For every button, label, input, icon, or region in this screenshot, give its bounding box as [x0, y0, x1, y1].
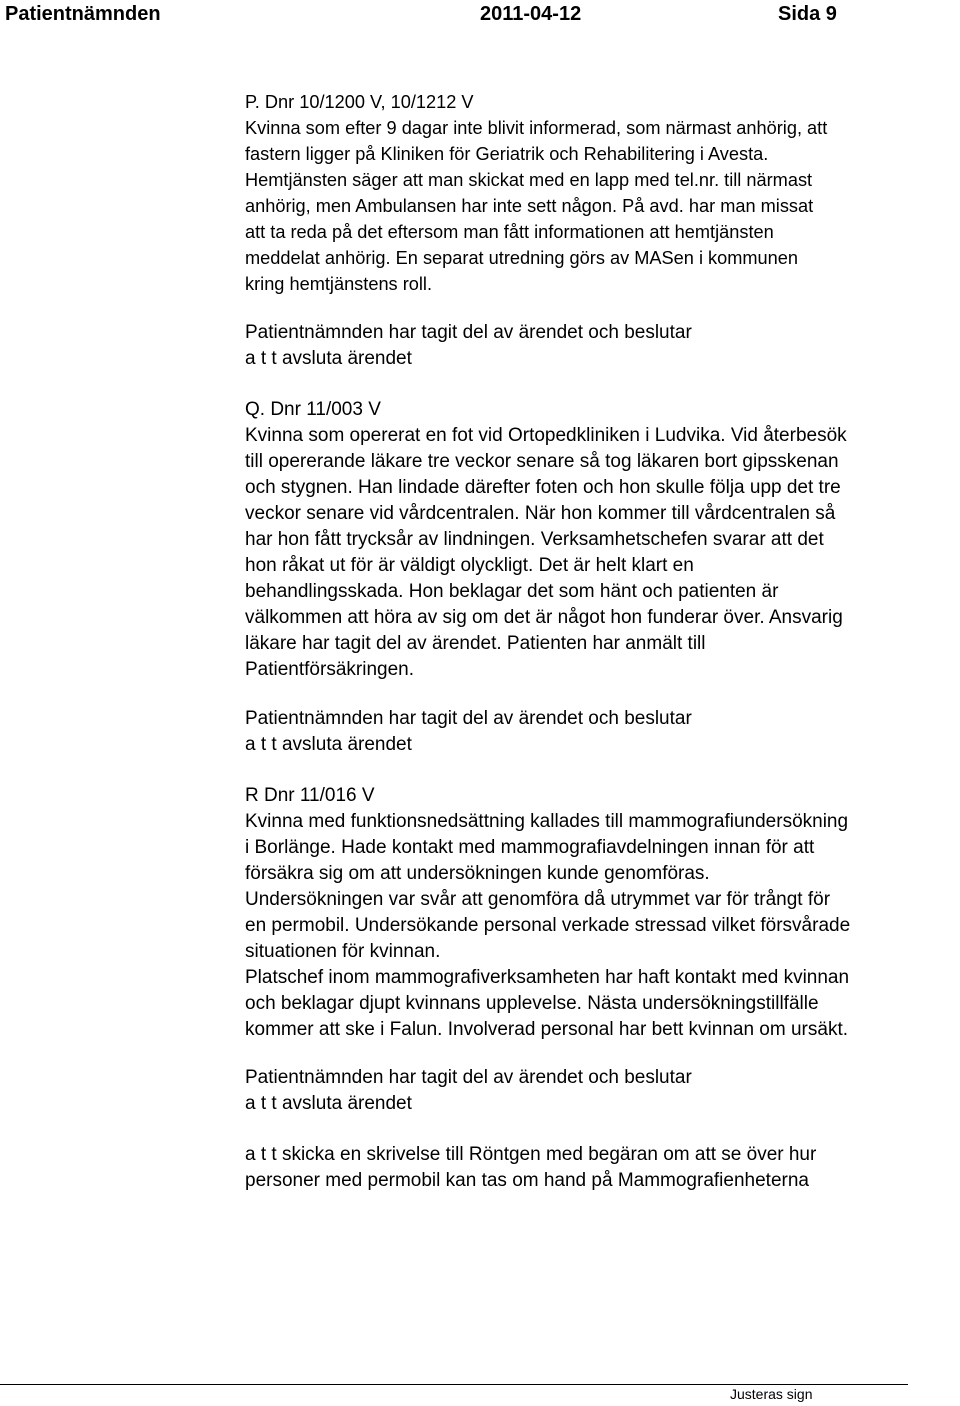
decision-line: Patientnämnden har tagit del av ärendet och beslutar	[245, 1067, 692, 1088]
case-q-line: välkommen att höra av sig om det är något hon funderar över. Ansvarig	[245, 607, 843, 628]
decision-line: a t t avsluta ärendet	[245, 734, 412, 755]
case-q-text	[245, 397, 957, 683]
case-q-line: veckor senare vid vårdcentralen. När hon kommer till vårdcentralen så	[245, 503, 836, 524]
decision-line: personer med permobil kan tas om hand på Mammografienheterna	[245, 1170, 809, 1191]
case-r-line: situationen för kvinnan.	[245, 941, 441, 962]
case-q-decision	[245, 706, 957, 758]
case-q-line: behandlingsskada. Hon beklagar det som hänt och patienten är	[245, 581, 779, 602]
decision-line: a t t avsluta ärendet	[245, 1093, 412, 1114]
case-r-line: kommer att ske i Falun. Involverad personal har bett kvinnan om ursäkt.	[245, 1019, 848, 1040]
case-q-line: Q. Dnr 11/003 V	[245, 399, 381, 420]
case-q-line: Patientförsäkringen.	[245, 659, 414, 680]
case-q-line: Kvinna som opererat en fot vid Ortopedkliniken i Ludvika. Vid återbesök	[245, 425, 847, 446]
case-r-text	[245, 783, 957, 1043]
case-p-line: Kvinna som efter 9 dagar inte blivit informerad, som närmast anhörig, att	[245, 118, 828, 138]
case-p-line: kring hemtjänstens roll.	[245, 274, 433, 294]
case-r-line: i Borlänge. Hade kontakt med mammografiavdelningen innan för att	[245, 837, 815, 858]
header-page-number: Sida 9	[778, 3, 837, 25]
case-r-line: en permobil. Undersökande personal verkade stressad vilket försvårade	[245, 915, 851, 936]
case-r-line: och beklagar djupt kvinnans upplevelse. Nästa undersökningstillfälle	[245, 993, 819, 1014]
case-q-line: och stygnen. Han lindade därefter foten och hon skulle följa upp det tre	[245, 477, 841, 498]
case-p-line: meddelat anhörig. En separat utredning görs av MASen i kommunen	[245, 248, 799, 268]
case-q-line: har hon fått trycksår av lindningen. Verksamhetschefen svarar att det	[245, 529, 824, 550]
decision-line: a t t avsluta ärendet	[245, 348, 412, 369]
case-r-line: Undersökningen var svår att genomföra då utrymmet var för trångt för	[245, 889, 831, 910]
case-q-line: hon råkat ut för är väldigt olyckligt. Det är helt klart en	[245, 555, 694, 576]
header-org: Patientnämnden	[5, 3, 161, 25]
case-p-decision	[245, 320, 957, 372]
case-p-line: anhörig, men Ambulansen har inte sett någon. På avd. har man missat	[245, 196, 814, 216]
case-r-line: R Dnr 11/016 V	[245, 785, 375, 806]
footer-sign-label: Justeras sign	[730, 1386, 813, 1402]
case-r-line: försäkra sig om att undersökningen kunde genomföras.	[245, 863, 710, 884]
case-p-line: att ta reda på det eftersom man fått informationen att hemtjänsten	[245, 222, 774, 242]
case-r-extra-decision	[245, 1142, 957, 1194]
decision-line: Patientnämnden har tagit del av ärendet och beslutar	[245, 708, 692, 729]
decision-line: Patientnämnden har tagit del av ärendet och beslutar	[245, 322, 692, 343]
case-p-line: P. Dnr 10/1200 V, 10/1212 V	[245, 92, 474, 112]
header-date: 2011-04-12	[480, 3, 582, 25]
case-q-line: till opererande läkare tre veckor senare så tog läkaren bort gipsskenan	[245, 451, 839, 472]
case-r-line: Kvinna med funktionsnedsättning kallades till mammografiundersökning	[245, 811, 849, 832]
case-p-line: fastern ligger på Kliniken för Geriatrik och Rehabilitering i Avesta.	[245, 144, 769, 164]
case-r-line: Platschef inom mammografiverksamheten har haft kontakt med kvinnan	[245, 967, 850, 988]
decision-line: a t t skicka en skrivelse till Röntgen med begäran om att se över hur	[245, 1144, 817, 1165]
case-p-text	[245, 89, 957, 297]
case-q-line: läkare har tagit del av ärendet. Patienten har anmält till	[245, 633, 706, 654]
case-p-line: Hemtjänsten säger att man skickat med en lapp med tel.nr. till närmast	[245, 170, 813, 190]
case-r-decision	[245, 1065, 957, 1117]
